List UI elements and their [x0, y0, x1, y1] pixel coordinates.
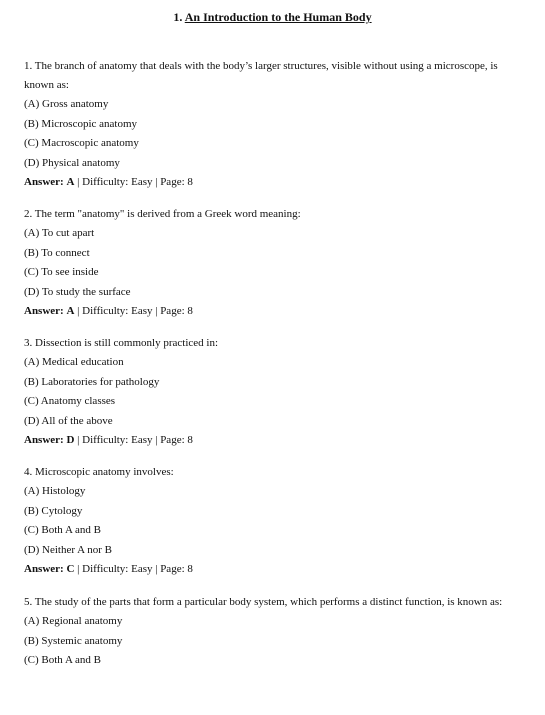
answer-line	[24, 173, 514, 193]
option-c: (C) Both A and B	[24, 524, 102, 536]
answer-label: Answer:	[24, 176, 64, 188]
option-b: (B) Systemic anatomy	[24, 634, 123, 647]
answer-label: Answer:	[24, 305, 64, 317]
option-b: (B) Microscopic anatomy	[24, 117, 138, 130]
answer-value: A	[66, 176, 75, 188]
option-c: (C) To see inside	[24, 266, 99, 278]
question-4	[24, 463, 514, 580]
question-stem: 3. Dissection is still commonly practiced in:	[24, 337, 218, 349]
option-d: (D) Physical anatomy	[24, 156, 120, 169]
option-c: (C) Macroscopic anatomy	[24, 137, 139, 149]
question-stem: 4. Microscopic anatomy involves:	[24, 466, 174, 478]
option-b: (B) To connect	[24, 246, 90, 259]
answer-value: D	[66, 434, 75, 446]
chapter-title: An Introduction to the Human Body	[184, 10, 372, 24]
option-d: (D) Neither A nor B	[24, 543, 112, 556]
option-b: (B) Cytology	[24, 504, 83, 517]
question-stem: 1. The branch of anatomy that deals with the body’s larger structures, visible without using a microscope, is known as:	[24, 60, 498, 91]
answer-label: Answer:	[24, 434, 64, 446]
option-d: (D) All of the above	[24, 414, 113, 427]
question-1	[24, 57, 514, 193]
answer-line	[24, 302, 514, 322]
question-3	[24, 334, 514, 451]
option-c: (C) Both A and B	[24, 654, 102, 666]
option-b: (B) Laboratories for pathology	[24, 375, 160, 388]
answer-line	[24, 560, 514, 580]
option-a: (A) Regional anatomy	[24, 615, 123, 627]
question-stem: 5. The study of the parts that form a particular body system, which performs a distinct function, is known as:	[24, 596, 503, 608]
option-a: (A) Gross anatomy	[24, 98, 109, 110]
answer-meta: | Difficulty: Easy | Page: 8	[74, 305, 193, 317]
option-a: (A) To cut apart	[24, 227, 95, 239]
answer-label: Answer:	[24, 563, 64, 575]
chapter-number: 1.	[173, 10, 183, 24]
question-stem: 2. The term "anatomy" is derived from a Greek word meaning:	[24, 208, 301, 220]
page-title	[0, 9, 545, 25]
answer-meta: | Difficulty: Easy | Page: 8	[74, 563, 193, 575]
option-c: (C) Anatomy classes	[24, 395, 116, 407]
option-a: (A) Histology	[24, 485, 86, 497]
question-2	[24, 205, 514, 322]
question-5	[24, 593, 514, 671]
answer-meta: | Difficulty: Easy | Page: 8	[74, 434, 193, 446]
answer-meta: | Difficulty: Easy | Page: 8	[74, 176, 193, 188]
option-a: (A) Medical education	[24, 356, 124, 368]
answer-value: C	[66, 563, 75, 575]
option-d: (D) To study the surface	[24, 285, 131, 298]
answer-line	[24, 431, 514, 451]
answer-value: A	[66, 305, 75, 317]
